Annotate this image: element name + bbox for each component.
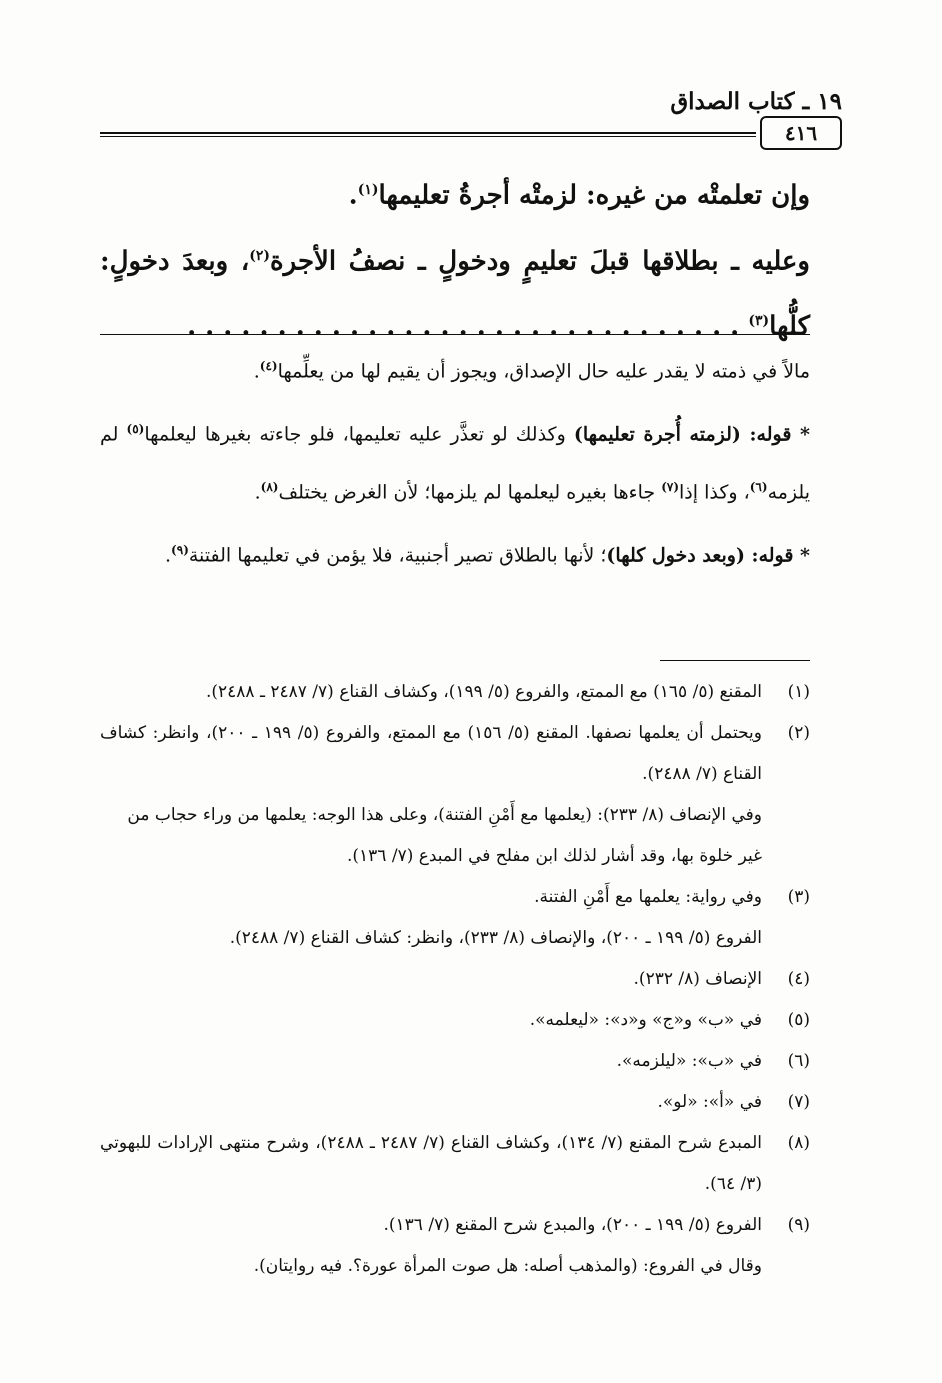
- separator-rule: [100, 334, 810, 335]
- footnote-continuation: [100, 918, 810, 959]
- footnote-rule: [660, 660, 810, 661]
- commentary-heading: * قوله: (وبعد دخول كلها): [606, 544, 810, 567]
- footnote-ref: (٨): [260, 479, 279, 494]
- commentary-text: ، وكذا إذا: [679, 480, 750, 503]
- footnote-text: في «ب»: «ليلزمه».: [616, 1051, 762, 1071]
- footnote-item: [100, 672, 810, 713]
- footnote-number: (٦): [787, 1051, 810, 1071]
- footnote-text: ويحتمل أن يعلمها نصفها. المقنع (٥/ ١٥٦) مع الممتع، والفروع (٥/ ١٩٩ ـ ٢٠٠)، وانظر: كشاف القناع (٧/ ٢٤٨٨).: [100, 723, 762, 784]
- footnote-number: (٣): [787, 887, 810, 907]
- commentary-text: ؛ لأنها بالطلاق تصير أجنبية، فلا يؤمن في تعليمها الفتنة: [188, 544, 607, 567]
- matn-line-2: [100, 226, 810, 357]
- footnote-item: [100, 713, 810, 795]
- commentary-text: .: [254, 480, 261, 503]
- footnote-text: وفي رواية: يعلمها مع أَمْنِ الفتنة.: [534, 887, 762, 907]
- footnote-ref: (٥): [126, 422, 145, 437]
- footnote-ref: (٧): [661, 479, 680, 494]
- footnote-text: المبدع شرح المقنع (٧/ ١٣٤)، وكشاف القناع (٧/ ٢٤٨٧ ـ ٢٤٨٨)، وشرح منتهى الإرادات للبهوتي (٣/ ٦٤).: [100, 1133, 762, 1194]
- header-rule: [100, 132, 756, 137]
- footnote-item: [100, 959, 810, 1000]
- footnote-item: [100, 1041, 810, 1082]
- page-number-box: ٤١٦: [760, 116, 842, 150]
- footnote-text: وقال في الفروع: (والمذهب أصله: هل صوت المرأة عورة؟. فيه روايتان).: [253, 1256, 762, 1276]
- commentary-para-2: [100, 403, 810, 518]
- matn-text: ، وبعدَ دخولٍ: كلُّها: [100, 246, 810, 342]
- footnote-ref: (١): [357, 182, 379, 198]
- footnote-number: (٤): [787, 969, 810, 989]
- commentary-text: جاءها بغيره ليعلمها لم يلزمها؛ لأن الغرض يختلف: [278, 480, 662, 503]
- footnote-item: [100, 877, 810, 918]
- matn-text: وعليه ـ بطلاقها قبلَ تعليمٍ ودخولٍ ـ نصفُ الأجرة: [270, 246, 810, 277]
- matn-text: وإن تعلمتْه من غيره: لزمتْه أجرةُ تعليمها: [378, 180, 810, 211]
- commentary-text: مالاً في ذمته لا يقدر عليه حال الإصداق، ويجوز أن يقيم لها من يعلِّمها: [277, 360, 810, 383]
- footnote-text: في «أ»: «لو».: [657, 1092, 762, 1112]
- footnote-number: (٥): [787, 1010, 810, 1030]
- footnote-text: الفروع (٥/ ١٩٩ ـ ٢٠٠)، والإنصاف (٨/ ٢٣٣)، وانظر: كشاف القناع (٧/ ٢٤٨٨).: [229, 928, 762, 948]
- footnote-number: (٩): [787, 1215, 810, 1235]
- footnote-item: [100, 1000, 810, 1041]
- commentary-text: .: [253, 360, 260, 383]
- commentary: [100, 340, 810, 587]
- footnote-ref: (٩): [171, 542, 189, 557]
- footnote-ref: (٤): [259, 359, 278, 373]
- footnote-item: [100, 1082, 810, 1123]
- commentary-para-1: [100, 340, 810, 397]
- footnote-number: (٨): [787, 1133, 810, 1153]
- matn-line-1: [100, 160, 810, 226]
- footnote-text: الإنصاف (٨/ ٢٣٢).: [633, 969, 762, 989]
- commentary-text: لم يلزمه: [100, 423, 810, 503]
- footnote-text: وفي الإنصاف (٨/ ٢٣٣): (يعلمها مع أَمْنِ الفتنة)، وعلى هذا الوجه: يعلمها من وراء حجاب من غير خلوة بها، وقد أشار لذلك ابن مفلح في المبدع (٧/ ١٣٦).: [127, 805, 762, 866]
- footnote-ref: (٢): [249, 247, 270, 264]
- footnote-number: (٧): [787, 1092, 810, 1112]
- footnote-text: المقنع (٥/ ١٦٥) مع الممتع، والفروع (٥/ ١٩٩)، وكشاف القناع (٧/ ٢٤٨٧ ـ ٢٤٨٨).: [205, 682, 762, 702]
- page-header: [100, 88, 842, 148]
- footnote-item: [100, 1205, 810, 1246]
- footnote-ref: (٦): [749, 479, 768, 494]
- footnotes: [100, 672, 810, 1287]
- footnote-text: الفروع (٥/ ١٩٩ ـ ٢٠٠)، والمبدع شرح المقنع (٧/ ١٣٦).: [383, 1215, 762, 1235]
- footnote-number: (١): [787, 682, 810, 702]
- footnote-number: (٢): [787, 723, 810, 743]
- commentary-text: .: [165, 544, 172, 567]
- chapter-title: ١٩ ـ كتاب الصداق: [670, 88, 842, 115]
- commentary-para-3: [100, 524, 810, 581]
- commentary-text: وكذلك لو تعذَّر عليه تعليمها، فلو جاءته بغيرها ليعلمها: [144, 423, 574, 446]
- footnote-continuation: [100, 795, 810, 877]
- main-text: [100, 160, 810, 357]
- footnote-ref: (٣): [748, 313, 770, 330]
- matn-text: .: [348, 180, 358, 211]
- dotted-leader: . . . . . . . . . . . . . . . . . . . . . . . . . . . . . . .: [187, 311, 740, 342]
- footnote-item: [100, 1123, 810, 1205]
- footnote-continuation: [100, 1246, 810, 1287]
- commentary-heading: * قوله: (لزمته أُجرة تعليمها): [573, 423, 810, 446]
- footnote-text: في «ب» و«ج» و«د»: «ليعلمه».: [529, 1010, 762, 1030]
